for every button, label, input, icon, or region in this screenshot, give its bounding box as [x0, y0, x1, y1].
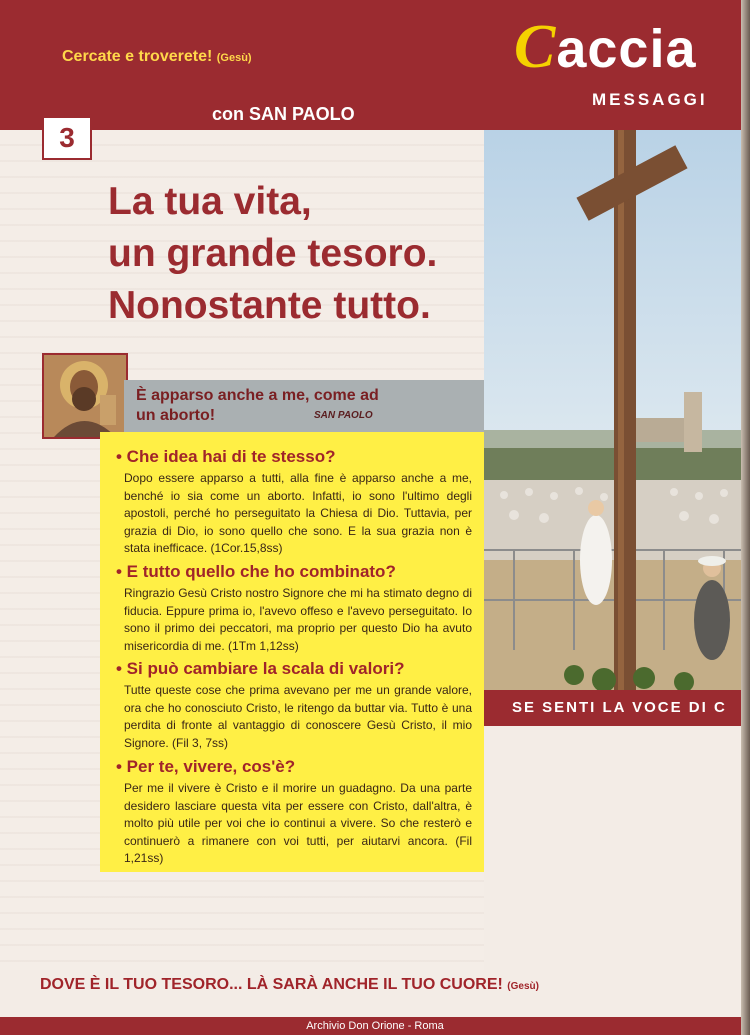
- question-heading: • Per te, vivere, cos'è?: [116, 757, 296, 776]
- header-motto: [62, 48, 252, 66]
- header-band: [0, 0, 750, 130]
- title-line: Nonostante tutto.: [108, 284, 431, 327]
- question-heading: • E tutto quello che ho combinato?: [116, 562, 396, 581]
- photo-caption-banner: SE SENTI LA VOCE DI C: [484, 690, 750, 726]
- question-answer: Ringrazio Gesù Cristo nostro Signore che mi ha stimato degno di fiducia. Eppure prima io, l'avevo offeso e l'avevo perseguitato. Io sono il primo dei peccatori, ma proprio per questo Dio ha avuto misericordia di me. (1Tm 1,12ss): [124, 586, 472, 653]
- motto-text: Cercate e troverete!: [62, 48, 213, 65]
- page-number-badge: 3: [42, 116, 92, 160]
- cross-photo-illustration: [484, 130, 750, 690]
- footer-text: DOVE È IL TUO TESORO... LÀ SARÀ ANCHE IL TUO CUORE!: [40, 976, 503, 993]
- title-line: un grande tesoro.: [108, 232, 438, 275]
- question-answer: Tutte queste cose che prima avevano per me un grande valore, ora che ho conosciuto Cristo, le ritengo da buttar via. Tutto è una perdita di fronte al vantaggio di conoscere Gesù Cristo, il mio Signore. (Fil 3, 7ss): [124, 683, 472, 750]
- question-answer: Dopo essere apparso a tutti, alla fine è apparso anche a me, benché io sia come un aborto. Infatti, io sono l'ultimo degli apostoli, perché ho perseguitato la Chiesa di Dio. Tuttavia, per grazia di Dio, io sono quello che sono. E la sua grazia non è stata inefficace. (1Cor.15,8ss): [124, 471, 472, 555]
- cross-photo: [484, 130, 750, 690]
- logo-rest: accia: [556, 19, 697, 79]
- magazine-logo: [514, 12, 697, 83]
- quote-line: un aborto!: [136, 407, 216, 424]
- question-item: [116, 658, 472, 752]
- question-heading: • Che idea hai di te stesso?: [116, 447, 336, 466]
- question-item: [116, 561, 472, 655]
- logo-initial: C: [514, 13, 557, 81]
- page-title: [108, 176, 437, 332]
- question-heading: • Si può cambiare la scala di valori?: [116, 659, 405, 678]
- footer-slogan: [40, 976, 539, 994]
- page-spine: [741, 0, 750, 1035]
- footer-source: (Gesù): [507, 981, 539, 992]
- question-item: [116, 756, 472, 868]
- archive-band: Archivio Don Orione - Roma: [0, 1017, 750, 1035]
- quote-line: È apparso anche a me, come ad: [136, 387, 379, 404]
- section-label: con SAN PAOLO: [212, 104, 355, 124]
- logo-subtitle: MESSAGGI: [592, 90, 708, 109]
- quote-bar: [124, 380, 484, 432]
- saint-paul-portrait: [44, 355, 126, 437]
- quote-source: SAN PAOLO: [314, 410, 373, 421]
- title-line: La tua vita,: [108, 180, 312, 223]
- question-answer: Per me il vivere è Cristo e il morire un guadagno. Da una parte desidero lasciare questa vita per essere con Cristo, dall'altra, è molto più utile per voi che io continui a vivere. So che resterò e continuerò a rimanere con voi tutti, per aiutarvi ancora. (Fil 1,21ss): [124, 781, 472, 865]
- motto-source: (Gesù): [216, 52, 252, 64]
- question-item: [116, 446, 472, 558]
- saint-paul-icon: [42, 353, 128, 439]
